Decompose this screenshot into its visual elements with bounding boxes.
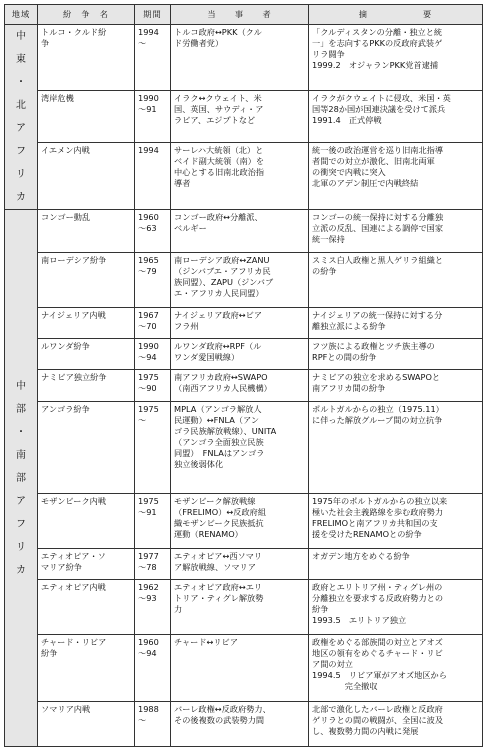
summary-line: ナミビアの独立を求めるSWAPOと xyxy=(312,372,441,382)
period-line: 1990 xyxy=(138,92,159,103)
parties-line: ワンダ愛国戦線） xyxy=(174,352,240,362)
summary-line: 紛争 xyxy=(312,604,329,614)
period-line: ～94 xyxy=(138,648,157,658)
parties-line: イラク↔クウェイト、米 xyxy=(174,92,262,103)
table-body xyxy=(5,25,483,747)
name-line: チャード・リビア xyxy=(41,637,107,647)
region-char: リ xyxy=(16,169,26,180)
parties-line: 力 xyxy=(174,604,183,614)
period-line: ～ xyxy=(138,38,147,48)
summary-cell xyxy=(309,143,483,210)
table-row xyxy=(5,370,483,402)
period-line: 1977 xyxy=(138,551,159,561)
summary-line: の紛争 xyxy=(312,266,337,276)
period-line: ～ xyxy=(138,415,147,425)
summary-cell xyxy=(309,25,483,91)
summary-line: 国等28か国が国連決議を受けて派兵 xyxy=(312,103,446,114)
period-cell xyxy=(135,549,171,580)
period-line: ～78 xyxy=(138,562,157,572)
name-line: 紛争 xyxy=(41,648,58,658)
parties-cell xyxy=(171,402,309,494)
parties-line: その後複数の武装勢力間 xyxy=(174,715,265,725)
period-line: 1994 xyxy=(138,145,159,156)
name-line: トルコ・クルド紛 xyxy=(41,27,107,37)
summary-line: 1999.2 オジャランPKK党首逮捕 xyxy=(312,60,439,70)
summary-line: オガデン地方をめぐる紛争 xyxy=(312,551,410,561)
name-line: モザンビーク内戦 xyxy=(41,496,107,506)
period-cell xyxy=(135,339,171,370)
parties-line: チャード↔リビア xyxy=(174,637,238,647)
parties-line: 民運動）↔FNLA（アン xyxy=(174,415,260,425)
region-char: リ xyxy=(16,541,26,553)
period-cell xyxy=(135,25,171,91)
parties-line: 織モザンビーク民族抵抗 xyxy=(174,518,264,528)
region-char: ・ xyxy=(16,77,26,88)
table-row xyxy=(5,210,483,253)
name-line: ナイジェリア内戦 xyxy=(41,310,106,320)
period-line: ～79 xyxy=(138,266,157,276)
summary-line: 1975年のポルトガルからの独立以来 xyxy=(312,496,448,506)
parties-line: ルワンダ政府↔RPF（ル xyxy=(174,341,262,351)
summary-line: RPFとの間の紛争 xyxy=(312,352,377,362)
parties-line: コンゴー政府↔分離派、 xyxy=(174,212,263,222)
table-row xyxy=(5,402,483,494)
summary-line: スミス白人政権と黒人ゲリラ組織と xyxy=(312,255,444,265)
summary-line: 立派の反乱、国連による調停で国家 xyxy=(312,223,444,233)
parties-cell xyxy=(171,253,309,308)
summary-line: 極いた社会主義路線を歩む政府勢力 xyxy=(312,507,444,517)
summary-cell xyxy=(309,402,483,494)
table-row xyxy=(5,308,483,339)
parties-line: トルコ政府↔PKK（クル xyxy=(174,27,262,37)
summary-line: 地区の領有をめぐるチャード・リビ xyxy=(312,648,443,658)
conflict-name-cell xyxy=(38,253,135,308)
parties-line: サーレハ大統領（北）と xyxy=(174,145,264,156)
parties-line: 独立後弱体化 xyxy=(174,459,224,469)
conflict-name-cell xyxy=(38,308,135,339)
parties-line: 国、英国、サウディ・ア xyxy=(174,103,264,114)
summary-cell xyxy=(309,90,483,142)
parties-line: MPLA（アンゴラ解放人 xyxy=(174,404,262,414)
summary-cell xyxy=(309,494,483,549)
region-char: 部 xyxy=(16,472,26,484)
region-char: ア xyxy=(16,123,26,134)
summary-line: 南アフリカ間の紛争 xyxy=(312,383,386,393)
summary-line: 1991.4 正式停戦 xyxy=(312,114,382,125)
region-char: 南 xyxy=(16,449,26,461)
parties-cell xyxy=(171,635,309,702)
summary-line: 援を受けたRENAMOとの紛争 xyxy=(312,529,422,539)
conflict-name-cell xyxy=(38,702,135,747)
summary-line: 北部で激化したバーレ政権と反政府 xyxy=(312,704,443,714)
region-cell xyxy=(5,210,38,747)
region-char: ア xyxy=(16,495,26,507)
conflict-name-cell xyxy=(38,370,135,402)
summary-line: の衝突で内戦に突入 xyxy=(312,167,386,178)
region-char: フ xyxy=(16,146,26,157)
region-char: 部 xyxy=(16,403,26,415)
parties-cell xyxy=(171,90,309,142)
period-cell xyxy=(135,635,171,702)
summary-line: イラクがクウェイトに侵攻、米国・英 xyxy=(312,92,451,103)
summary-line: に伴った解放グループ間の対立抗争 xyxy=(312,415,443,425)
region-char: ・ xyxy=(16,426,26,438)
period-cell xyxy=(135,210,171,253)
summary-line: 政権をめぐる部族間の対立とアオズ xyxy=(312,637,443,647)
region-char: カ xyxy=(16,564,26,576)
conflict-name-cell xyxy=(38,143,135,210)
name-line: イエメン内戦 xyxy=(41,145,90,156)
table-row xyxy=(5,494,483,549)
summary-cell xyxy=(309,580,483,635)
parties-line: 導者 xyxy=(174,178,191,189)
summary-line: し、複数勢力間の内戦に発展 xyxy=(312,726,419,736)
conflict-name-cell xyxy=(38,90,135,142)
parties-line: （FRELIMO）↔反政府組 xyxy=(174,507,267,517)
parties-line: ゴラ民族解放戦線）、UNITA xyxy=(174,426,277,436)
period-line: 1965 xyxy=(138,255,159,265)
summary-line: ポルトガルからの独立（1975.11） xyxy=(312,404,444,414)
period-line: 1960 xyxy=(138,637,159,647)
header-region: 地域 xyxy=(5,5,38,25)
conflict-name-cell xyxy=(38,635,135,702)
region-cell xyxy=(5,25,38,210)
summary-cell xyxy=(309,253,483,308)
table-row xyxy=(5,25,483,91)
conflict-name-cell xyxy=(38,402,135,494)
summary-line: コンゴーの統一保持に対する分離独 xyxy=(312,212,444,222)
summary-line: 政府とエリトリア州・ティグレ州の xyxy=(312,582,443,592)
summary-line: フツ族による政権とツチ族主導の xyxy=(312,341,435,351)
header-conflict-name: 紛 争 名 xyxy=(38,5,135,25)
parties-cell xyxy=(171,210,309,253)
parties-line: （アンゴラ全面独立民族 xyxy=(174,437,264,447)
period-line: 1967 xyxy=(138,310,159,320)
summary-line: FRELIMOと南アフリカ共和国の支 xyxy=(312,518,438,528)
region-char: 北 xyxy=(16,100,26,111)
region-char: 中 xyxy=(16,380,26,392)
name-line: 争 xyxy=(41,38,50,48)
summary-line: 「クルディスタンの分離・独立と統 xyxy=(312,27,443,37)
period-cell xyxy=(135,370,171,402)
parties-line: エティオピア政府↔エリ xyxy=(174,582,263,592)
period-line: 1994 xyxy=(138,27,159,37)
period-cell xyxy=(135,402,171,494)
period-cell xyxy=(135,253,171,308)
parties-cell xyxy=(171,143,309,210)
region-name xyxy=(15,375,27,582)
parties-cell xyxy=(171,702,309,747)
parties-line: 南ローデシア政府↔ZANU xyxy=(174,255,270,265)
parties-cell xyxy=(171,308,309,339)
summary-line: 統一後の政治運営を巡り旧南北指導 xyxy=(312,145,444,156)
summary-line: 分離独立を要求する反政府勢力との xyxy=(312,593,444,603)
summary-cell xyxy=(309,549,483,580)
period-line: ～91 xyxy=(138,507,157,517)
period-line: ～91 xyxy=(138,103,157,114)
name-line: エティオピア内戦 xyxy=(41,582,106,592)
name-line: マリア紛争 xyxy=(41,562,82,572)
period-cell xyxy=(135,90,171,142)
conflict-name-cell xyxy=(38,549,135,580)
period-cell xyxy=(135,143,171,210)
name-line: コンゴー動乱 xyxy=(41,212,91,222)
parties-cell xyxy=(171,549,309,580)
period-cell xyxy=(135,702,171,747)
conflict-name-cell xyxy=(38,210,135,253)
summary-line: リラ闘争 xyxy=(312,49,345,59)
table-row xyxy=(5,90,483,142)
header-parties: 当 事 者 xyxy=(171,5,309,25)
header-summary: 摘 要 xyxy=(309,5,483,25)
name-line: アンゴラ紛争 xyxy=(41,404,90,414)
parties-cell xyxy=(171,494,309,549)
period-line: 1988 xyxy=(138,704,159,714)
period-line: ～70 xyxy=(138,321,157,331)
table-row xyxy=(5,702,483,747)
table-row xyxy=(5,635,483,702)
summary-line: 一」を志向するPKKの反政府武装ゲ xyxy=(312,38,443,48)
name-line: ソマリア内戦 xyxy=(41,704,91,714)
summary-line: 1994.5 リビア軍がアオズ地区から xyxy=(312,670,447,680)
period-line: ～63 xyxy=(138,223,157,233)
period-line: ～ xyxy=(138,715,147,725)
conflict-table xyxy=(4,4,483,747)
region-char: 東 xyxy=(16,54,26,65)
conflict-name-cell xyxy=(38,494,135,549)
summary-line: 北軍のアデン制圧で内戦終結 xyxy=(312,178,419,189)
summary-line: 統一保持 xyxy=(312,234,345,244)
period-line: 1975 xyxy=(138,404,159,414)
parties-line: 運動（RENAMO） xyxy=(174,529,243,539)
table-row xyxy=(5,143,483,210)
period-line: 1990 xyxy=(138,341,159,351)
region-char: フ xyxy=(16,518,26,530)
conflict-name-cell xyxy=(38,580,135,635)
region-char: カ xyxy=(16,192,26,203)
summary-cell xyxy=(309,339,483,370)
summary-cell xyxy=(309,308,483,339)
parties-line: 中心とする旧南北政治指 xyxy=(174,167,265,178)
parties-line: エティオピア↔西ソマリ xyxy=(174,551,263,561)
period-line: 1962 xyxy=(138,582,159,592)
summary-cell xyxy=(309,702,483,747)
parties-cell xyxy=(171,339,309,370)
summary-cell xyxy=(309,210,483,253)
parties-line: バーレ政権↔反政府勢力、 xyxy=(174,704,271,714)
parties-line: （南西アフリカ人民機構） xyxy=(174,383,272,393)
region-char: 中 xyxy=(16,31,26,42)
summary-cell xyxy=(309,370,483,402)
table-row xyxy=(5,549,483,580)
region-name xyxy=(15,25,27,209)
table-row xyxy=(5,339,483,370)
header-row xyxy=(5,5,483,25)
parties-line: トリア・ティグレ解放勢 xyxy=(174,593,264,603)
table-row xyxy=(5,253,483,308)
summary-line: ア間の対立 xyxy=(312,659,353,669)
period-line: ～94 xyxy=(138,352,157,362)
summary-line: ナイジェリアの統一保持に対する分 xyxy=(312,310,443,320)
name-line: 南ローデシア紛争 xyxy=(41,255,107,265)
parties-line: ナイジェリア政府↔ビア xyxy=(174,310,262,320)
period-cell xyxy=(135,308,171,339)
period-line: ～90 xyxy=(138,383,157,393)
parties-line: 族同盟）、ZAPU（ジンバブ xyxy=(174,277,274,287)
header-period: 期間 xyxy=(135,5,171,25)
period-line: 1975 xyxy=(138,496,159,506)
parties-line: 南アフリカ政府↔SWAPO xyxy=(174,372,268,382)
period-line: ～93 xyxy=(138,593,157,603)
period-line: 1960 xyxy=(138,212,159,222)
parties-line: ラビア、エジプトなど xyxy=(174,114,256,125)
period-cell xyxy=(135,580,171,635)
summary-line: 完全撤収 xyxy=(312,681,378,691)
parties-line: フラ州 xyxy=(174,321,199,331)
parties-line: ベイド副大統領（南）を xyxy=(174,156,265,167)
parties-line: 同盟） FNLAはアンゴラ xyxy=(174,448,265,458)
conflict-name-cell xyxy=(38,25,135,91)
summary-line: 1993.5 エリトリア独立 xyxy=(312,615,407,625)
name-line: エティオピア・ソ xyxy=(41,551,106,561)
period-line: 1975 xyxy=(138,372,159,382)
name-line: ルワンダ紛争 xyxy=(41,341,90,351)
parties-cell xyxy=(171,580,309,635)
summary-line: 者間での対立が激化、旧南北両軍 xyxy=(312,156,435,167)
parties-line: ア解放戦線、ソマリア xyxy=(174,562,256,572)
name-line: 湾岸危機 xyxy=(41,92,74,103)
summary-line: ゲリラとの間の戦闘が、全国に波及 xyxy=(312,715,444,725)
period-cell xyxy=(135,494,171,549)
summary-cell xyxy=(309,635,483,702)
summary-line: 離独立派による紛争 xyxy=(312,321,386,331)
conflict-name-cell xyxy=(38,339,135,370)
table-row xyxy=(5,580,483,635)
parties-cell xyxy=(171,370,309,402)
parties-line: モザンビーク解放戦線 xyxy=(174,496,256,506)
parties-line: （ジンバブエ・アフリカ民 xyxy=(174,266,271,276)
parties-line: ベルギー xyxy=(174,223,207,233)
parties-cell xyxy=(171,25,309,91)
parties-line: ド労働者党） xyxy=(174,38,224,48)
parties-line: エ・アフリカ人民同盟） xyxy=(174,288,264,298)
name-line: ナミビア独立紛争 xyxy=(41,372,107,382)
